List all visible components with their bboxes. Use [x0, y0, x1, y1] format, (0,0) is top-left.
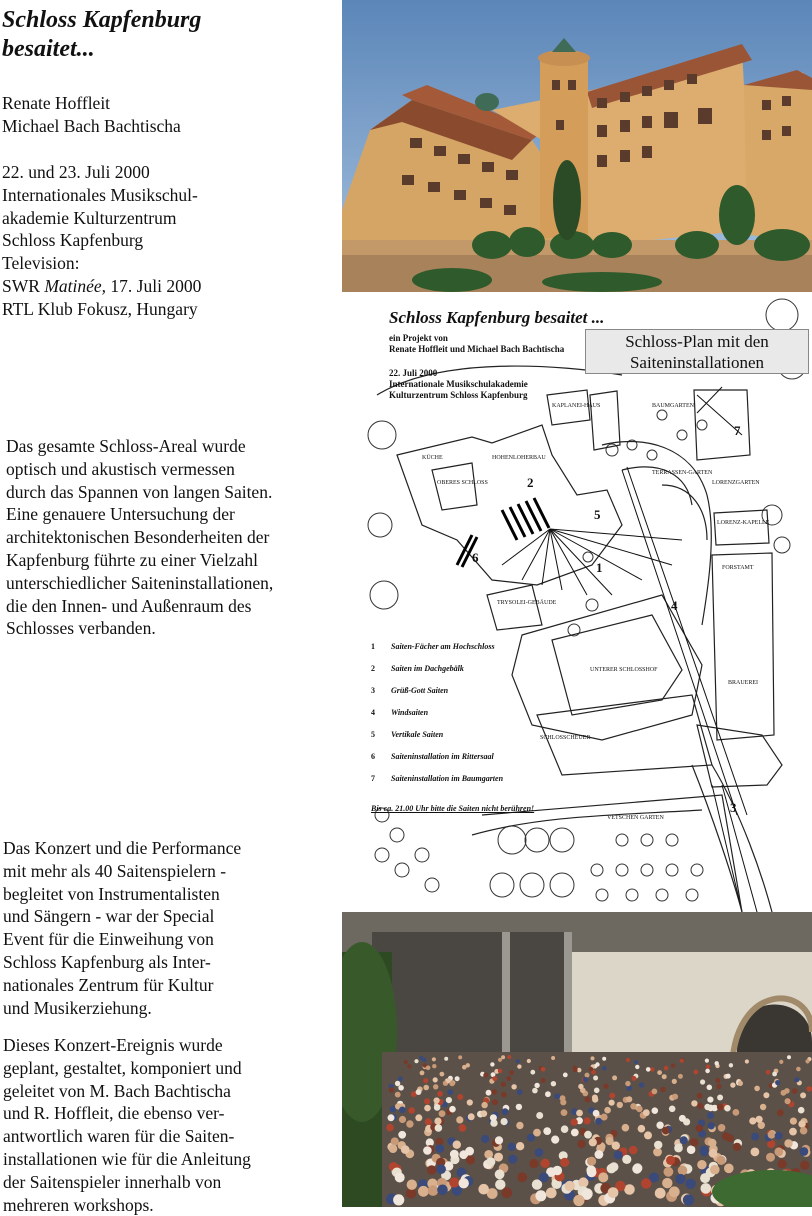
- map-label: OBERES SCHLOSS: [437, 480, 488, 486]
- swr-date: 17. Juli 2000: [106, 276, 201, 296]
- legend-label: Windsaiten: [391, 708, 428, 717]
- author-1: Renate Hoffleit: [2, 92, 181, 115]
- plan-caption-line: Schloss-Plan mit den: [586, 331, 808, 352]
- paragraph-line: installationen wie für die Anleitung: [3, 1148, 251, 1171]
- paragraph-line: Das Konzert und die Performance: [3, 837, 241, 860]
- legend-number: 2: [371, 664, 391, 674]
- paragraph-line: Das gesamte Schloss-Areal wurde: [6, 435, 273, 458]
- plan-caption: [585, 329, 809, 374]
- map-label: SCHLOSSCHEUER: [540, 735, 590, 741]
- plan-subtitle: [389, 333, 564, 355]
- television-block: [2, 252, 201, 320]
- plan-date-block: [389, 368, 528, 401]
- map-label: LORENZ-KAPELLE: [717, 520, 769, 526]
- plan-date-line: Kulturzentrum Schloss Kapfenburg: [389, 390, 528, 401]
- paragraph-line: Schloss Kapfenburg als Inter-: [3, 951, 241, 974]
- paragraph-line: Eine genauere Untersuchung der: [6, 503, 273, 526]
- paragraph-line: und Musikerziehung.: [3, 997, 241, 1020]
- legend-number: 1: [371, 642, 391, 652]
- map-label: KÜCHE: [422, 455, 443, 461]
- legend-number: 4: [371, 708, 391, 718]
- title-line-2: besaitet...: [2, 35, 332, 64]
- plan-caption-line: Saiteninstallationen: [586, 352, 808, 373]
- map-number: 6: [472, 550, 479, 566]
- paragraph-line: mit mehr als 40 Saitenspielern -: [3, 860, 241, 883]
- legend-item: [371, 664, 534, 686]
- plan-legend: [371, 642, 534, 814]
- event-line: Internationales Musikschul-: [2, 184, 198, 207]
- map-label: HOHENLOHERBAU: [492, 455, 546, 461]
- paragraph-line: nationales Zentrum für Kultur: [3, 974, 241, 997]
- paragraph-concert: [3, 837, 241, 1019]
- paragraph-line: Schlosses verbanden.: [6, 617, 273, 640]
- paragraph-line: geleitet von M. Bach Bachtischa: [3, 1080, 251, 1103]
- paragraph-line: optisch und akustisch vermessen: [6, 458, 273, 481]
- plan-date-line: 22. Juli 2000: [389, 368, 528, 379]
- plan-date-line: Internationale Musikschulakademie: [389, 379, 528, 390]
- paragraph-line: Kapfenburg führte zu einer Vielzahl: [6, 549, 273, 572]
- paragraph-line: und R. Hoffleit, die ebenso ver-: [3, 1102, 251, 1125]
- legend-item: [371, 774, 534, 796]
- castle-photo: [342, 0, 812, 292]
- paragraph-line: mehreren workshops.: [3, 1194, 251, 1216]
- legend-item: [371, 730, 534, 752]
- map-label: VETSCHEN GARTEN: [607, 815, 664, 821]
- map-number: 3: [730, 800, 737, 816]
- swr-show: Matinée,: [44, 276, 106, 296]
- event-line: 22. und 23. Juli 2000: [2, 161, 198, 184]
- event-block: [2, 161, 198, 252]
- map-label: BAUMGARTEN: [652, 403, 694, 409]
- legend-label: Saiteninstallation im Rittersaal: [391, 752, 494, 761]
- event-line: akademie Kulturzentrum: [2, 207, 198, 230]
- plan-note: Bis ca. 21.00 Uhr bitte die Saiten nicht berühren!: [371, 804, 534, 814]
- legend-item: [371, 752, 534, 774]
- map-number: 1: [596, 560, 603, 576]
- map-number: 5: [594, 507, 601, 523]
- concert-photo: [342, 912, 812, 1207]
- event-line: Schloss Kapfenburg: [2, 229, 198, 252]
- map-label: FORSTAMT: [722, 565, 754, 571]
- rtl-line: RTL Klub Fokusz, Hungary: [2, 298, 201, 321]
- legend-item: [371, 708, 534, 730]
- legend-label: Vertikale Saiten: [391, 730, 443, 739]
- paragraph-line: architektonischen Besonderheiten der: [6, 526, 273, 549]
- paragraph-line: begleitet von Instrumentalisten: [3, 883, 241, 906]
- legend-item: [371, 686, 534, 708]
- paragraph-line: Dieses Konzert-Ereignis wurde: [3, 1034, 251, 1057]
- map-label: BRAUEREI: [728, 680, 758, 686]
- map-label: UNTERER SCHLOSSHOF: [590, 667, 658, 673]
- legend-label: Saiten-Fächer am Hochschloss: [391, 642, 495, 651]
- map-number: 2: [527, 475, 534, 491]
- legend-item: [371, 642, 534, 664]
- legend-label: Saiteninstallation im Baumgarten: [391, 774, 503, 783]
- legend-number: 3: [371, 686, 391, 696]
- legend-number: 5: [371, 730, 391, 740]
- map-label: TERRASSEN-GARTEN: [652, 470, 712, 476]
- paragraph-line: geplant, gestaltet, komponiert und: [3, 1057, 251, 1080]
- paragraph-line: antwortlich waren für die Saiten-: [3, 1125, 251, 1148]
- paragraph-areal: [6, 435, 273, 640]
- legend-label: Saiten im Dachgebälk: [391, 664, 464, 673]
- paragraph-line: der Saitenspieler innerhalb von: [3, 1171, 251, 1194]
- legend-number: 6: [371, 752, 391, 762]
- swr-line: [2, 275, 201, 298]
- map-number: 4: [671, 598, 678, 614]
- document-title: [2, 6, 332, 64]
- map-label: LORENZGARTEN: [712, 480, 760, 486]
- authors-block: [2, 92, 181, 138]
- paragraph-line: die den Innen- und Außenraum des: [6, 595, 273, 618]
- legend-number: 7: [371, 774, 391, 784]
- legend-label: Grüß-Gott Saiten: [391, 686, 448, 695]
- paragraph-line: und Sängern - war der Special: [3, 905, 241, 928]
- author-2: Michael Bach Bachtischa: [2, 115, 181, 138]
- map-number: 7: [734, 423, 741, 439]
- paragraph-credits: [3, 1034, 251, 1216]
- swr-prefix: SWR: [2, 276, 44, 296]
- map-label: KAPLANEI-HAUS: [552, 403, 600, 409]
- title-line-1: Schloss Kapfenburg: [2, 6, 332, 35]
- paragraph-line: unterschiedlicher Saiteninstallationen,: [6, 572, 273, 595]
- plan-title: Schloss Kapfenburg besaitet ...: [389, 308, 604, 328]
- paragraph-line: Event für die Einweihung von: [3, 928, 241, 951]
- plan-subtitle-line: Renate Hoffleit und Michael Bach Bachtischa: [389, 344, 564, 355]
- plan-subtitle-line: ein Projekt von: [389, 333, 564, 344]
- map-label: TRYSOLEI-GEBÄUDE: [497, 600, 556, 606]
- television-label: Television:: [2, 252, 201, 275]
- paragraph-line: durch das Spannen von langen Saiten.: [6, 481, 273, 504]
